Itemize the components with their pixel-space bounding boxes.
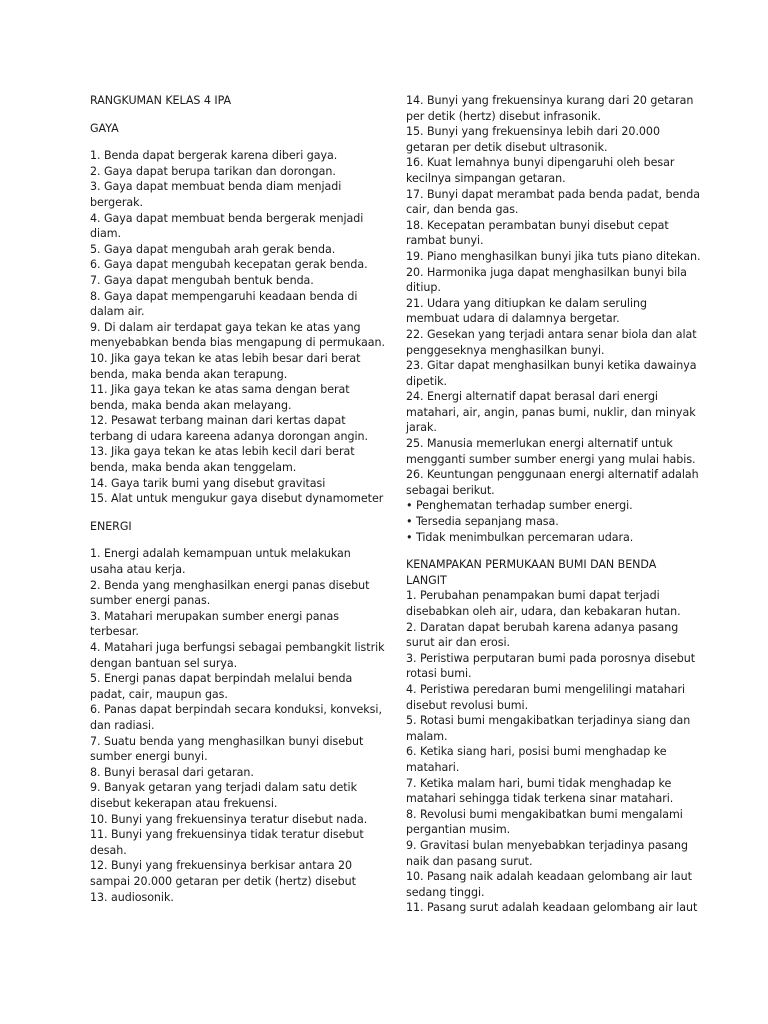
text-line: 3. Gaya dapat membuat benda diam menjadi (90, 180, 342, 194)
text-line: benda, maka benda akan tenggelam. (90, 461, 297, 475)
text-line: 15. Alat untuk mengukur gaya disebut dynamometer (90, 492, 384, 506)
text-line: 7. Ketika malam hari, bumi tidak menghadap ke (406, 776, 672, 790)
text-line: 26. Keuntungan penggunaan energi alternatif adalah (406, 468, 699, 482)
text-line: disebut revolusi bumi. (406, 698, 529, 712)
paragraph-gap (90, 534, 370, 546)
text-line: 8. Bunyi berasal dari getaran. (90, 765, 254, 779)
text-line: rotasi bumi. (406, 667, 472, 681)
text-line: 5. Energi panas dapat berpindah melalui benda (90, 672, 353, 686)
text-line: 23. Gitar dapat menghasilkan bunyi ketika dawainya (406, 359, 697, 373)
text-line: 19. Piano menghasilkan bunyi jika tuts piano ditekan. (406, 249, 701, 263)
text-line: sumber energi panas. (90, 594, 211, 608)
text-line: 7. Suatu benda yang menghasilkan bunyi disebut (90, 734, 364, 748)
text-line: penggeseknya menghasilkan bunyi. (406, 343, 605, 357)
text-line: matahari, air, angin, panas bumi, nuklir, dan minyak (406, 405, 696, 419)
text-line: 6. Gaya dapat mengubah kecepatan gerak benda. (90, 258, 368, 272)
text-line: 10. Bunyi yang frekuensinya teratur disebut nada. (90, 812, 368, 826)
text-line: disebut kekerapan atau frekuensi. (90, 796, 278, 810)
text-line: disebabkan oleh air, udara, dan kebakaran hutan. (406, 605, 681, 618)
text-line: 6. Panas dapat berpindah secara konduksi, konveksi, (90, 703, 382, 717)
text-line: bergerak. (90, 195, 143, 209)
text-line: 11. Bunyi yang frekuensinya tidak teratur disebut (90, 828, 364, 842)
text-line: matahari sehingga tidak terkena sinar matahari. (406, 792, 674, 806)
text-line: 3. Matahari merupakan sumber energi panas (90, 609, 339, 623)
text-line: 22. Gesekan yang terjadi antara senar biola dan alat (406, 327, 697, 341)
text-line: sedang tinggi. (406, 885, 485, 899)
paragraph-gap (406, 545, 688, 557)
text-line: LANGIT (406, 573, 447, 587)
text-line: dan radiasi. (90, 718, 155, 732)
text-line: 9. Di dalam air terdapat gaya tekan ke atas yang (90, 320, 361, 334)
text-line: usaha atau kerja. (90, 563, 186, 577)
text-line: 5. Rotasi bumi mengakibatkan terjadinya siang dan (406, 714, 691, 728)
text-line: 20. Harmonika juga dapat menghasilkan bunyi bila (406, 265, 687, 279)
text-line: ditiup. (406, 281, 441, 295)
text-line: sebagai berikut. (406, 483, 495, 497)
text-line: menyebabkan benda bias mengapung di permukaan. (90, 336, 385, 350)
text-line: padat, cair, maupun gas. (90, 687, 228, 701)
text-line: jarak. (406, 421, 437, 435)
text-line: rambat bunyi. (406, 234, 484, 248)
text-line: membuat udara di dalamnya bergetar. (406, 312, 620, 326)
text-line: dipetik. (406, 374, 447, 388)
text-line: 13. Jika gaya tekan ke atas lebih kecil dari berat (90, 445, 355, 459)
text-line: matahari. (406, 760, 460, 774)
text-line: 1. Energi adalah kemampuan untuk melakukan (90, 547, 351, 561)
text-line: benda, maka benda akan melayang. (90, 398, 292, 412)
text-line: 9. Banyak getaran yang terjadi dalam satu detik (90, 781, 357, 795)
text-line: 11. Pasang surut adalah keadaan gelombang air laut (406, 901, 698, 915)
text-line: 1. Benda dapat bergerak karena diberi gaya. (90, 149, 338, 163)
text-line: 17. Bunyi dapat merambat pada benda padat, benda (406, 187, 700, 201)
text-line: 2. Benda yang menghasilkan energi panas disebut (90, 578, 370, 592)
text-line: cair, dan benda gas. (406, 203, 519, 217)
text-line: 4. Gaya dapat membuat benda bergerak menjadi (90, 211, 364, 225)
text-line: dengan bantuan sel surya. (90, 656, 238, 670)
text-line: 10. Pasang naik adalah keadaan gelombang air laut (406, 870, 692, 884)
text-line: 6. Ketika siang hari, posisi bumi menghadap ke (406, 745, 667, 759)
text-line: desah. (90, 843, 127, 857)
text-line: 2. Gaya dapat berupa tarikan dan dorongan. (90, 164, 336, 178)
text-line: terbesar. (90, 625, 139, 639)
text-line: 25. Manusia memerlukan energi alternatif untuk (406, 437, 673, 451)
text-line: 16. Kuat lemahnya bunyi dipengaruhi oleh besar (406, 156, 675, 170)
paragraph-gap (90, 136, 370, 148)
text-line: diam. (90, 227, 122, 241)
text-line: per detik (hertz) disebut infrasonik. (406, 109, 601, 123)
text-line: 3. Peristiwa perputaran bumi pada porosnya disebut (406, 651, 696, 665)
text-line: 8. Revolusi bumi mengakibatkan bumi mengalami (406, 807, 683, 821)
text-line: • Tersedia sepanjang masa. (406, 515, 559, 529)
text-line: 2. Daratan dapat berubah karena adanya pasang (406, 620, 679, 634)
text-line: kecilnya simpangan getaran. (406, 171, 566, 185)
text-line: RANGKUMAN KELAS 4 IPA (90, 94, 232, 107)
text-line: 12. Bunyi yang frekuensinya berkisar antara 20 (90, 859, 353, 873)
text-line: 5. Gaya dapat mengubah arah gerak benda. (90, 242, 336, 256)
text-line: 15. Bunyi yang frekuensinya lebih dari 20.000 (406, 125, 660, 139)
text-line: 9. Gravitasi bulan menyebabkan terjadinya pasang (406, 838, 689, 852)
text-line: malam. (406, 729, 448, 743)
text-line: getaran per detik disebut ultrasonik. (406, 140, 608, 154)
text-line: 14. Bunyi yang frekuensinya kurang dari 20 getaran (406, 94, 694, 107)
text-line: 24. Energi alternatif dapat berasal dari energi (406, 390, 658, 404)
text-line: pergantian musim. (406, 823, 511, 837)
text-line: mengganti sumber sumber energi yang mulai habis. (406, 452, 696, 466)
text-line: 1. Perubahan penampakan bumi dapat terjadi (406, 589, 660, 603)
text-line: 8. Gaya dapat mempengaruhi keadaan benda di (90, 289, 358, 303)
text-line: 4. Matahari juga berfungsi sebagai pembangkit listrik (90, 641, 385, 654)
text-line: 12. Pesawat terbang mainan dari kertas dapat (90, 414, 346, 428)
text-line: 21. Udara yang ditiupkan ke dalam seruling (406, 296, 647, 310)
text-line: sampai 20.000 getaran per detik (hertz) disebut (90, 874, 356, 888)
right-column (406, 93, 701, 916)
text-line: sumber energi bunyi. (90, 750, 208, 764)
text-line: 4. Peristiwa peredaran bumi mengelilingi matahari (406, 682, 686, 696)
left-column (90, 93, 385, 905)
text-line: 7. Gaya dapat mengubah bentuk benda. (90, 273, 314, 287)
text-line: KENAMPAKAN PERMUKAAN BUMI DAN BENDA (406, 558, 657, 572)
text-line: dalam air. (90, 305, 145, 319)
paragraph-gap (90, 109, 370, 121)
text-line: 10. Jika gaya tekan ke atas lebih besar dari berat (90, 351, 361, 365)
text-line: surut air dan erosi. (406, 636, 510, 650)
text-line: ENERGI (90, 519, 132, 533)
text-line: • Tidak menimbulkan percemaran udara. (406, 530, 634, 544)
text-line: 11. Jika gaya tekan ke atas sama dengan berat (90, 383, 350, 397)
text-line: • Penghematan terhadap sumber energi. (406, 499, 633, 513)
text-line: terbang di udara kareena adanya dorongan angin. (90, 429, 369, 443)
text-line: GAYA (90, 121, 119, 135)
text-line: 13. audiosonik. (90, 890, 174, 904)
text-line: naik dan pasang surut. (406, 854, 533, 868)
paragraph-gap (90, 507, 370, 519)
text-line: benda, maka benda akan terapung. (90, 367, 288, 381)
text-line: 14. Gaya tarik bumi yang disebut gravitasi (90, 476, 326, 490)
text-line: 18. Kecepatan perambatan bunyi disebut cepat (406, 218, 669, 232)
